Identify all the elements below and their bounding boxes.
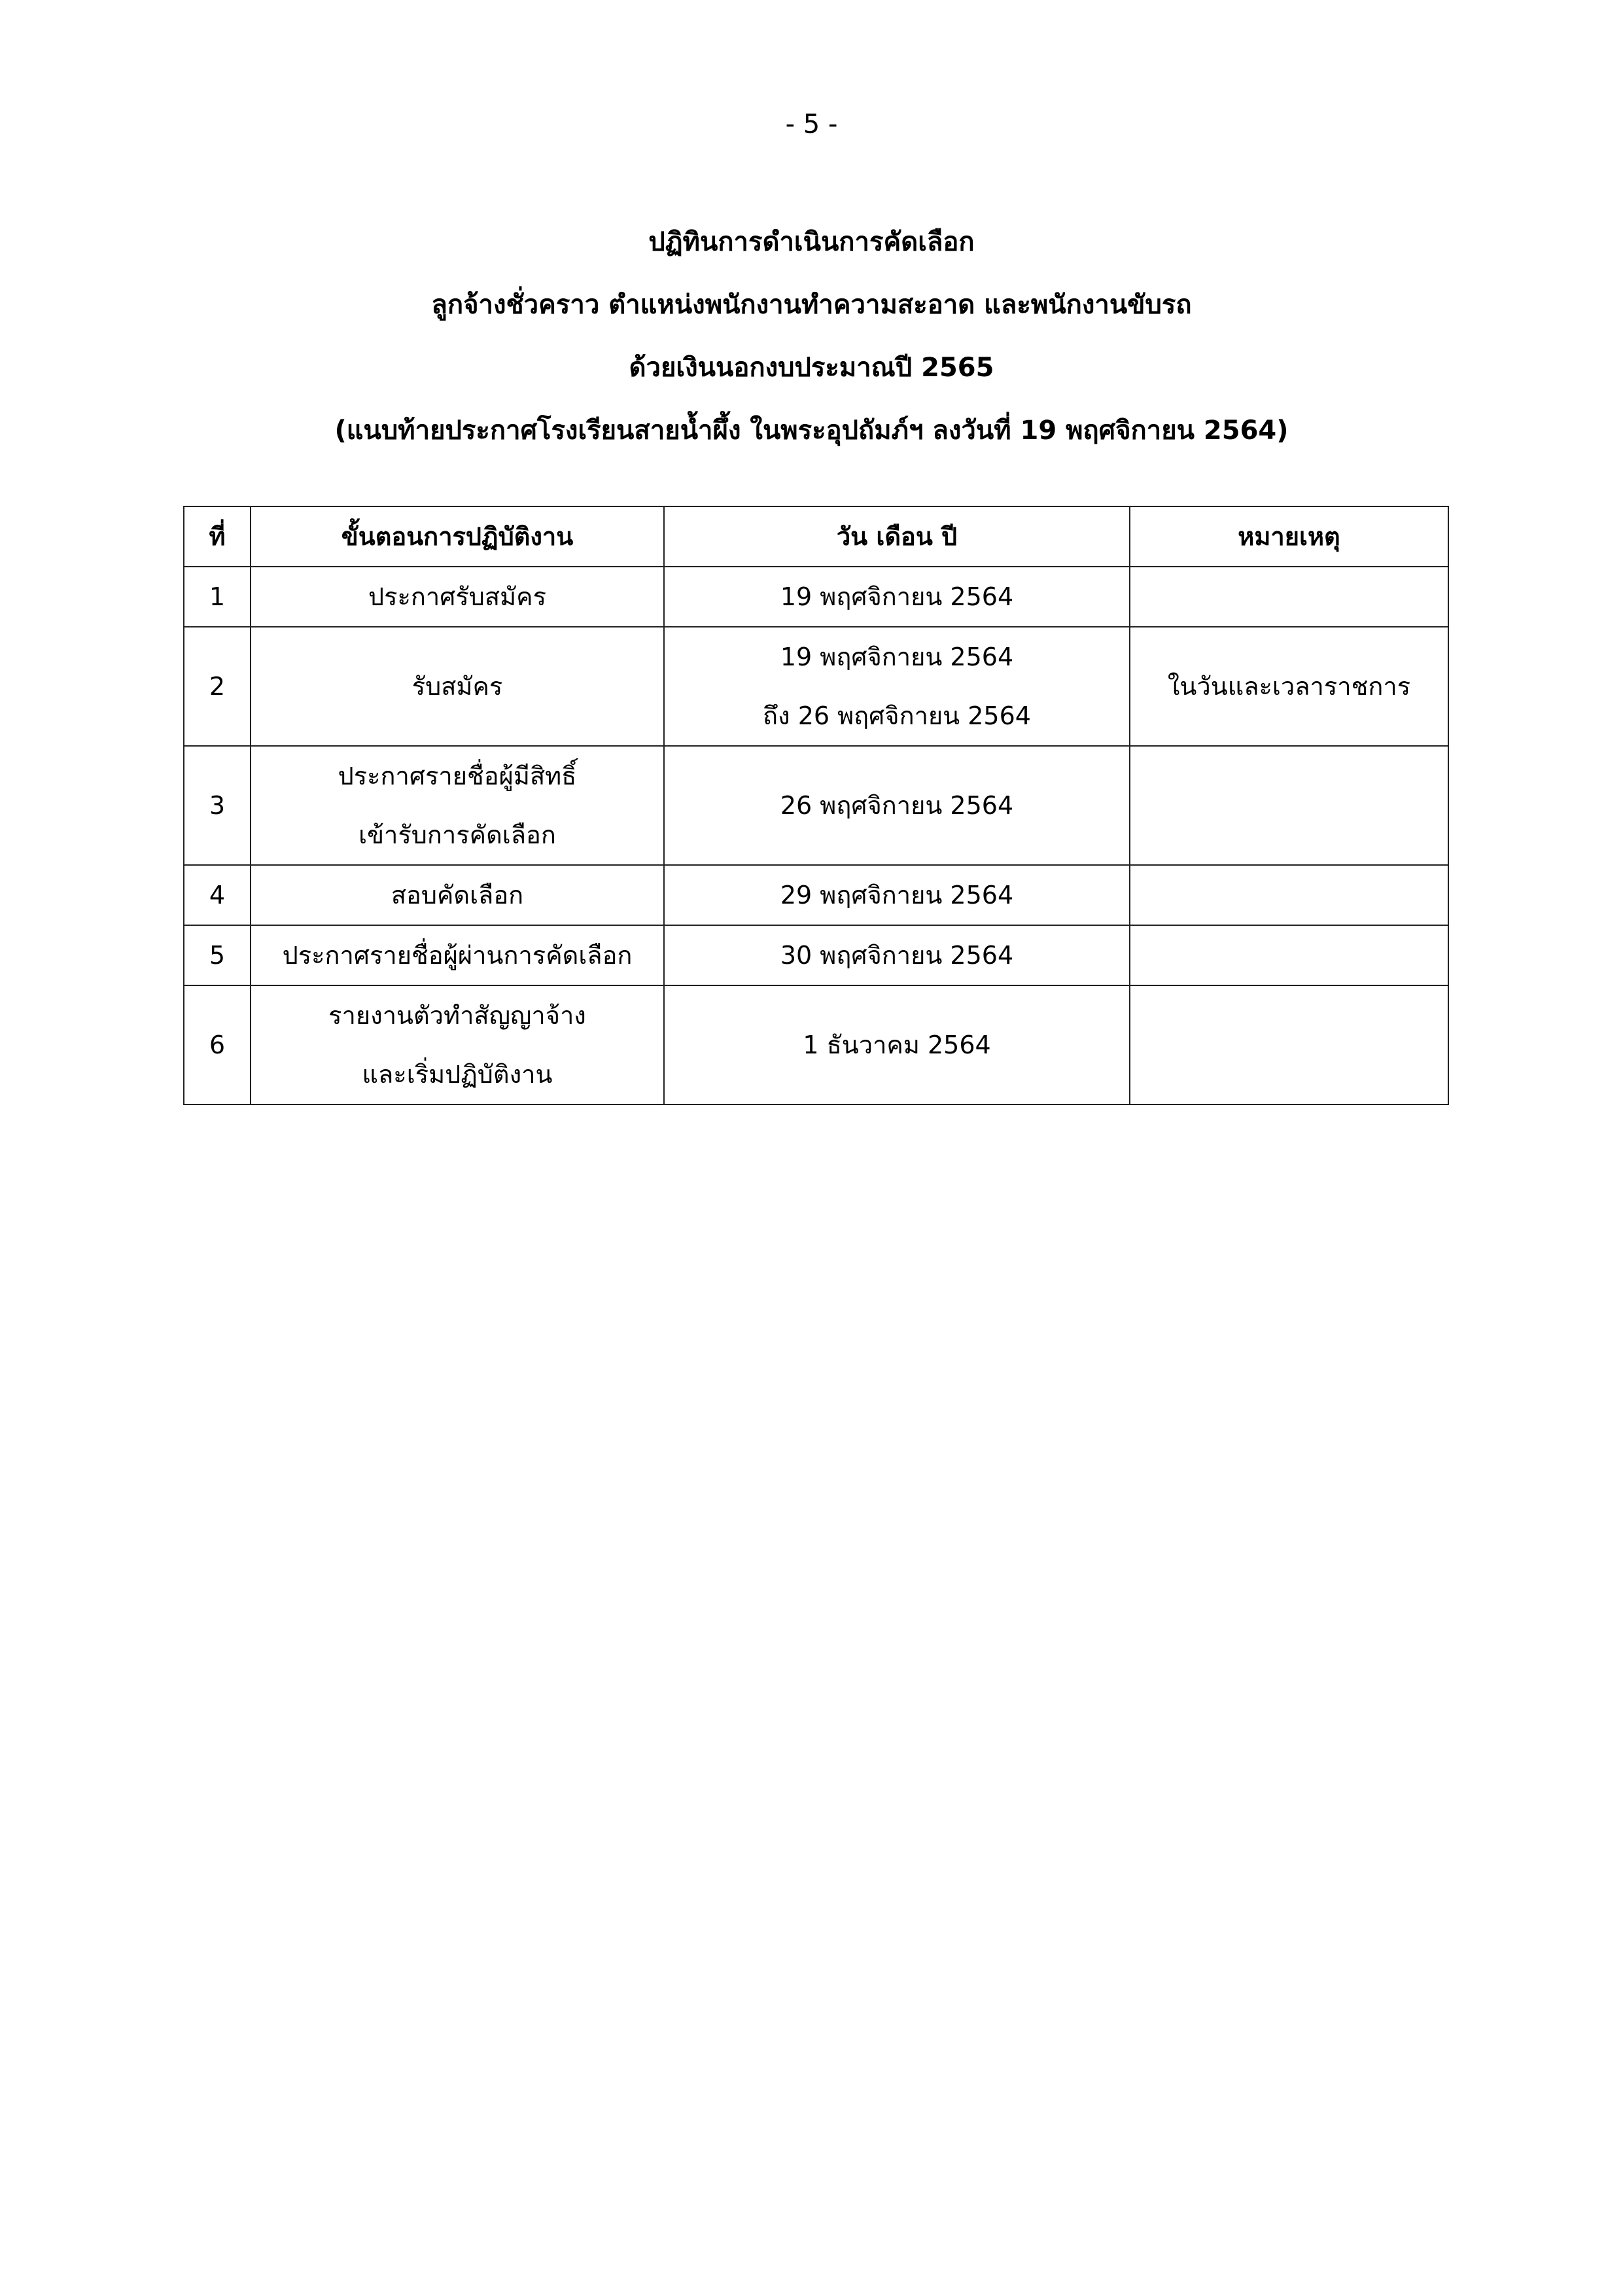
header-date: วัน เดือน ปี bbox=[664, 506, 1130, 567]
row-step-line: รายงานตัวทำสัญญาจ้าง bbox=[328, 1001, 586, 1030]
table-row bbox=[184, 567, 1448, 627]
row-date-line: 1 ธันวาคม 2564 bbox=[803, 1031, 991, 1059]
row-step-line: สอบคัดเลือก bbox=[391, 881, 524, 910]
row-step bbox=[251, 985, 664, 1104]
row-date bbox=[664, 985, 1130, 1104]
row-date-line: 30 พฤศจิกายน 2564 bbox=[780, 941, 1014, 970]
row-no: 4 bbox=[184, 865, 251, 925]
row-date-line: 19 พฤศจิกายน 2564 bbox=[780, 582, 1014, 611]
table-row bbox=[184, 985, 1448, 1104]
row-date bbox=[664, 925, 1130, 985]
row-no: 1 bbox=[184, 567, 251, 627]
row-no: 2 bbox=[184, 627, 251, 746]
row-note bbox=[1130, 985, 1448, 1104]
row-step-line: ประกาศรายชื่อผู้ผ่านการคัดเลือก bbox=[282, 941, 633, 970]
header-step: ขั้นตอนการปฏิบัติงาน bbox=[251, 506, 664, 567]
header-note: หมายเหตุ bbox=[1130, 506, 1448, 567]
row-step-line: รับสมัคร bbox=[411, 672, 503, 701]
row-date bbox=[664, 746, 1130, 865]
row-note bbox=[1130, 567, 1448, 627]
row-date bbox=[664, 567, 1130, 627]
row-step bbox=[251, 925, 664, 985]
row-step bbox=[251, 865, 664, 925]
row-note bbox=[1130, 865, 1448, 925]
row-note bbox=[1130, 925, 1448, 985]
row-no: 6 bbox=[184, 985, 251, 1104]
heading-line-positions: ลูกจ้างชั่วคราว ตำแหน่งพนักงานทำความสะอาด และพนักงานขับรถ bbox=[431, 290, 1192, 320]
heading-line-attachment: (แนบท้ายประกาศโรงเรียนสายน้ำผึ้ง ในพระอุปถัมภ์ฯ ลงวันที่ 19 พฤศจิกายน 2564) bbox=[334, 415, 1289, 446]
table-row bbox=[184, 865, 1448, 925]
row-date bbox=[664, 627, 1130, 746]
schedule-table bbox=[183, 506, 1449, 1105]
row-step-line: เข้ารับการคัดเลือก bbox=[358, 821, 556, 849]
document-heading bbox=[131, 211, 1492, 462]
row-no: 5 bbox=[184, 925, 251, 985]
row-step-line: และเริ่มปฏิบัติงาน bbox=[362, 1060, 553, 1089]
row-step bbox=[251, 567, 664, 627]
row-date-line: 19 พฤศจิกายน 2564 bbox=[780, 643, 1014, 671]
row-step-line: ประกาศรับสมัคร bbox=[368, 582, 546, 611]
row-step-line: ประกาศรายชื่อผู้มีสิทธิ์ bbox=[338, 762, 577, 790]
row-no: 3 bbox=[184, 746, 251, 865]
table-row bbox=[184, 746, 1448, 865]
row-step bbox=[251, 627, 664, 746]
table-header-row bbox=[184, 506, 1448, 567]
heading-line-title: ปฏิทินการดำเนินการคัดเลือก bbox=[648, 227, 975, 257]
page-number: - 5 - bbox=[785, 109, 838, 139]
row-note bbox=[1130, 746, 1448, 865]
heading-line-budget: ด้วยเงินนอกงบประมาณปี 2565 bbox=[629, 353, 994, 383]
header-no: ที่ bbox=[184, 506, 251, 567]
row-note: ในวันและเวลาราชการ bbox=[1130, 627, 1448, 746]
row-date-line: ถึง 26 พฤศจิกายน 2564 bbox=[763, 701, 1031, 730]
table-row bbox=[184, 925, 1448, 985]
row-step bbox=[251, 746, 664, 865]
row-date bbox=[664, 865, 1130, 925]
row-date-line: 26 พฤศจิกายน 2564 bbox=[780, 791, 1014, 820]
table-row bbox=[184, 627, 1448, 746]
row-date-line: 29 พฤศจิกายน 2564 bbox=[780, 881, 1014, 910]
